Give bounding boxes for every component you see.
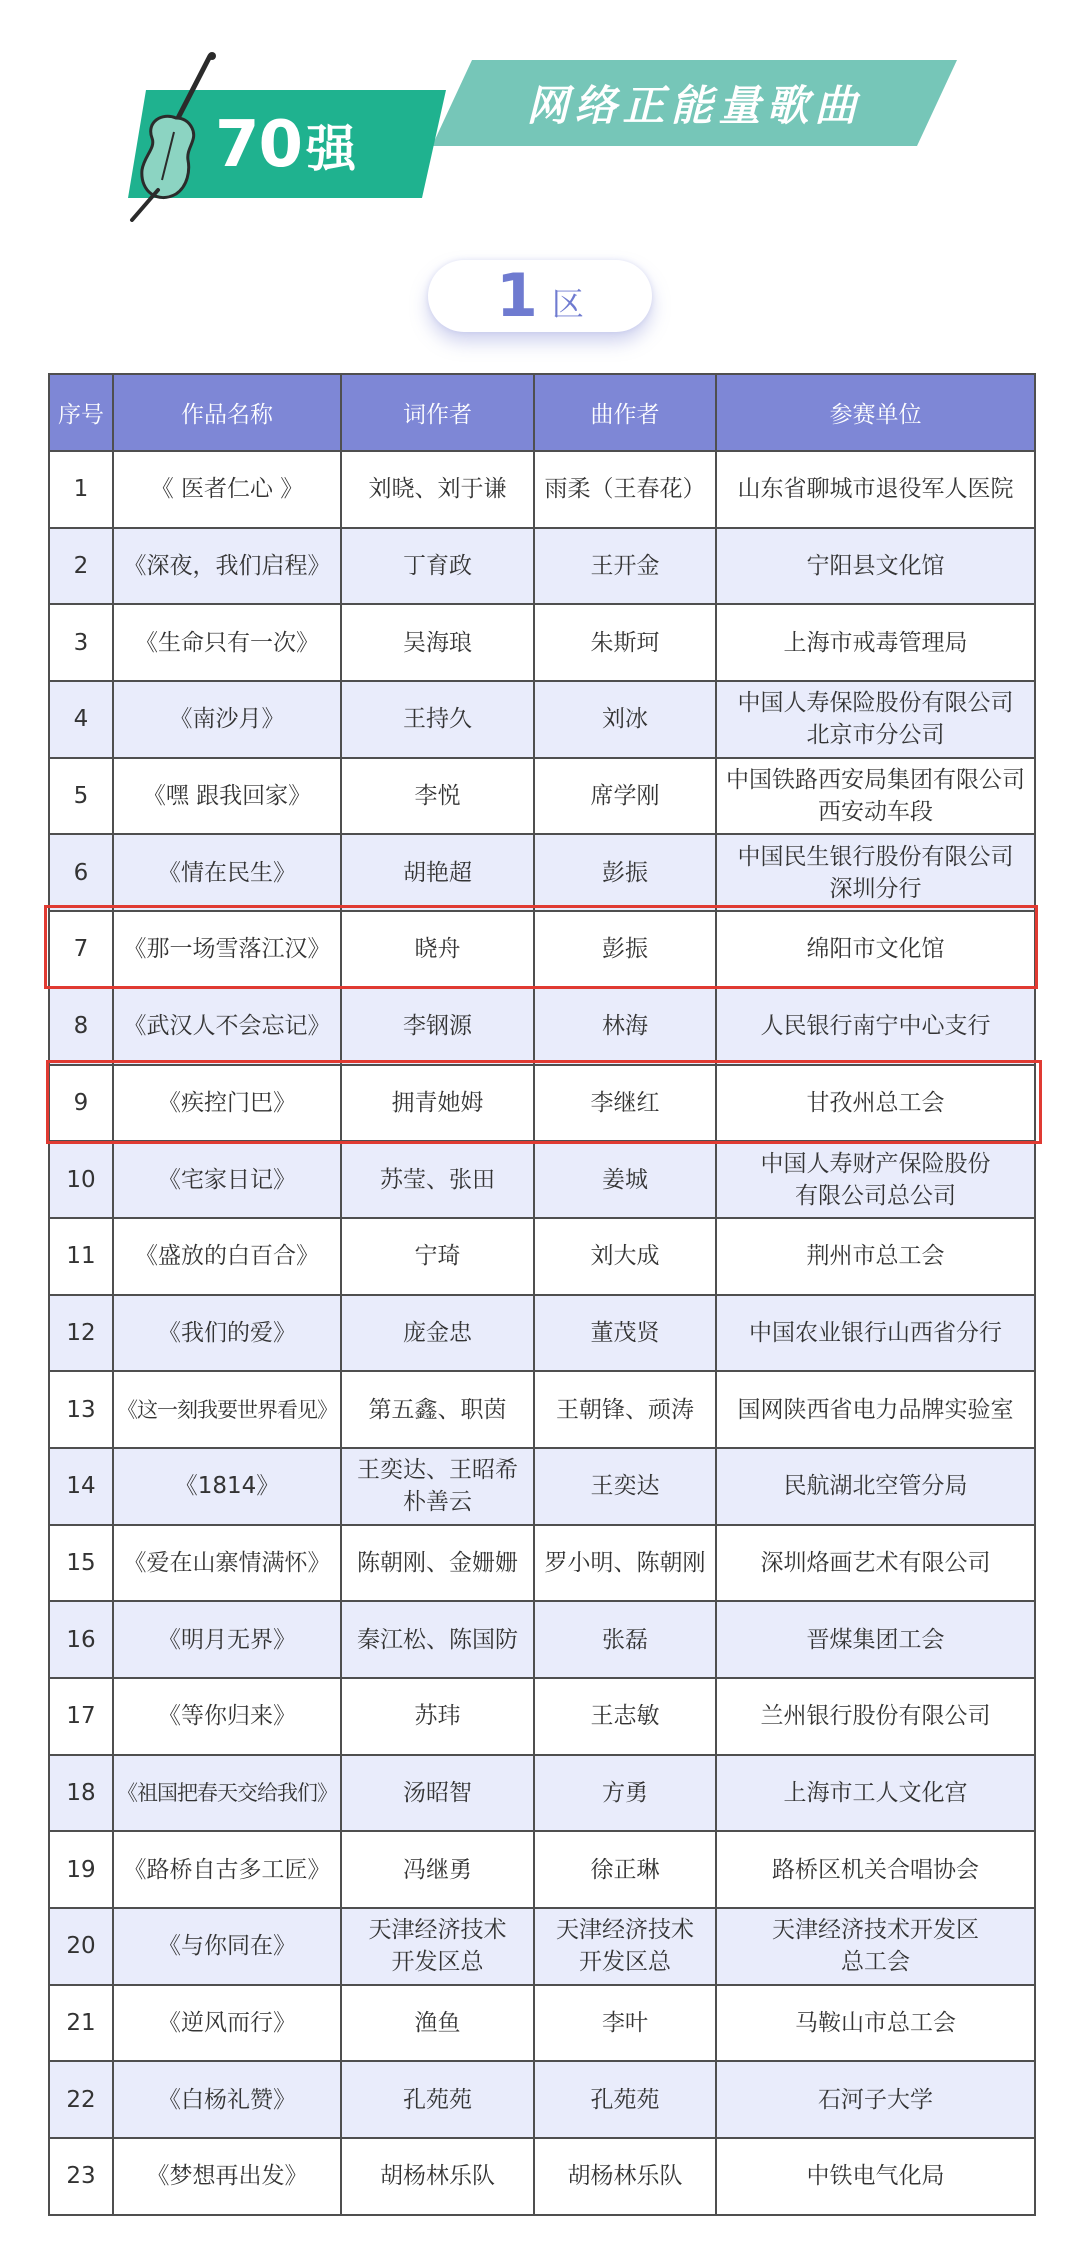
cell-lyricist: 吴海琅 bbox=[341, 604, 534, 681]
cell-composer: 罗小明、陈朝刚 bbox=[534, 1525, 716, 1602]
table-row bbox=[49, 2138, 1035, 2215]
cell-unit: 中国民生银行股份有限公司 深圳分行 bbox=[716, 834, 1035, 911]
cell-lyricist: 第五鑫、职茵 bbox=[341, 1371, 534, 1448]
cell-lyricist: 渔鱼 bbox=[341, 1985, 534, 2062]
cell-title: 《情在民生》 bbox=[113, 834, 341, 911]
rank-suffix: 强 bbox=[306, 120, 357, 178]
cell-composer: 林海 bbox=[534, 988, 716, 1065]
cell-composer: 姜城 bbox=[534, 1141, 716, 1218]
cell-index: 5 bbox=[49, 758, 113, 835]
cell-title: 《逆风而行》 bbox=[113, 1985, 341, 2062]
cell-unit: 深圳烙画艺术有限公司 bbox=[716, 1525, 1035, 1602]
zone-label: 区 bbox=[551, 285, 584, 323]
table-row bbox=[49, 1601, 1035, 1678]
cell-index: 4 bbox=[49, 681, 113, 758]
cell-unit: 马鞍山市总工会 bbox=[716, 1985, 1035, 2062]
cell-title: 《梦想再出发》 bbox=[113, 2138, 341, 2215]
cell-unit: 石河子大学 bbox=[716, 2061, 1035, 2138]
cell-composer: 席学刚 bbox=[534, 758, 716, 835]
table-body bbox=[49, 451, 1035, 2215]
table-row bbox=[49, 988, 1035, 1065]
cell-title: 《祖国把春天交给我们》 bbox=[113, 1755, 341, 1832]
cell-title: 《生命只有一次》 bbox=[113, 604, 341, 681]
zone-badge bbox=[428, 260, 652, 332]
cell-title: 《这一刻我要世界看见》 bbox=[113, 1371, 341, 1448]
cell-index: 3 bbox=[49, 604, 113, 681]
cell-title: 《 医者仁心 》 bbox=[113, 451, 341, 528]
cell-lyricist: 王持久 bbox=[341, 681, 534, 758]
cell-unit: 中铁电气化局 bbox=[716, 2138, 1035, 2215]
cell-unit: 国网陕西省电力品牌实验室 bbox=[716, 1371, 1035, 1448]
cell-unit: 晋煤集团工会 bbox=[716, 1601, 1035, 1678]
cell-lyricist: 冯继勇 bbox=[341, 1831, 534, 1908]
cell-unit: 宁阳县文化馆 bbox=[716, 528, 1035, 605]
cell-title: 《爱在山寨情满怀》 bbox=[113, 1525, 341, 1602]
table-row bbox=[49, 1985, 1035, 2062]
header-banner bbox=[0, 0, 1080, 230]
cell-lyricist: 胡艳超 bbox=[341, 834, 534, 911]
table-row bbox=[49, 1141, 1035, 1218]
cell-index: 18 bbox=[49, 1755, 113, 1832]
zone-number: 1 bbox=[496, 261, 538, 331]
cell-title: 《我们的爱》 bbox=[113, 1295, 341, 1372]
cell-unit: 天津经济技术开发区 总工会 bbox=[716, 1908, 1035, 1985]
cell-title: 《深夜，我们启程》 bbox=[113, 528, 341, 605]
cell-unit: 上海市工人文化宫 bbox=[716, 1755, 1035, 1832]
cell-title: 《盛放的白百合》 bbox=[113, 1218, 341, 1295]
cell-index: 13 bbox=[49, 1371, 113, 1448]
cell-composer: 方勇 bbox=[534, 1755, 716, 1832]
cell-title: 《疾控门巴》 bbox=[113, 1065, 341, 1142]
cell-title: 《宅家日记》 bbox=[113, 1141, 341, 1218]
cell-composer: 徐正琳 bbox=[534, 1831, 716, 1908]
cell-index: 8 bbox=[49, 988, 113, 1065]
cell-unit: 上海市戒毒管理局 bbox=[716, 604, 1035, 681]
cell-title: 《明月无界》 bbox=[113, 1601, 341, 1678]
table-row bbox=[49, 1371, 1035, 1448]
cell-unit: 甘孜州总工会 bbox=[716, 1065, 1035, 1142]
cell-lyricist: 李悦 bbox=[341, 758, 534, 835]
cell-composer: 雨柔（王春花） bbox=[534, 451, 716, 528]
cell-index: 6 bbox=[49, 834, 113, 911]
cell-unit: 民航湖北空管分局 bbox=[716, 1448, 1035, 1525]
cell-index: 2 bbox=[49, 528, 113, 605]
col-header-title: 作品名称 bbox=[113, 374, 341, 451]
cell-composer: 张磊 bbox=[534, 1601, 716, 1678]
song-table bbox=[48, 373, 1036, 2216]
cell-index: 23 bbox=[49, 2138, 113, 2215]
cell-composer: 彭振 bbox=[534, 834, 716, 911]
cell-unit: 中国人寿财产保险股份 有限公司总公司 bbox=[716, 1141, 1035, 1218]
table-row bbox=[49, 1218, 1035, 1295]
table-row bbox=[49, 1678, 1035, 1755]
cell-index: 16 bbox=[49, 1601, 113, 1678]
cell-unit: 中国人寿保险股份有限公司 北京市分公司 bbox=[716, 681, 1035, 758]
cell-title: 《武汉人不会忘记》 bbox=[113, 988, 341, 1065]
cell-index: 20 bbox=[49, 1908, 113, 1985]
table-row bbox=[49, 1831, 1035, 1908]
cell-composer: 朱斯珂 bbox=[534, 604, 716, 681]
cell-title: 《南沙月》 bbox=[113, 681, 341, 758]
cell-index: 12 bbox=[49, 1295, 113, 1372]
cell-title: 《那一场雪落江汉》 bbox=[113, 911, 341, 988]
highlight-box-row-9 bbox=[46, 1060, 1042, 1144]
cell-lyricist: 苏莹、张田 bbox=[341, 1141, 534, 1218]
table-row bbox=[49, 604, 1035, 681]
cell-lyricist: 王奕达、王昭希 朴善云 bbox=[341, 1448, 534, 1525]
cell-unit: 绵阳市文化馆 bbox=[716, 911, 1035, 988]
cell-composer: 胡杨林乐队 bbox=[534, 2138, 716, 2215]
cell-index: 10 bbox=[49, 1141, 113, 1218]
cell-index: 22 bbox=[49, 2061, 113, 2138]
col-header-unit: 参赛单位 bbox=[716, 374, 1035, 451]
cell-lyricist: 丁育政 bbox=[341, 528, 534, 605]
cell-index: 15 bbox=[49, 1525, 113, 1602]
table-row bbox=[49, 1448, 1035, 1525]
rank-label bbox=[215, 104, 356, 186]
cell-lyricist: 晓舟 bbox=[341, 911, 534, 988]
cell-lyricist: 宁琦 bbox=[341, 1218, 534, 1295]
table-row bbox=[49, 1908, 1035, 1985]
cell-lyricist: 刘晓、刘于谦 bbox=[341, 451, 534, 528]
table-row bbox=[49, 834, 1035, 911]
cell-unit: 兰州银行股份有限公司 bbox=[716, 1678, 1035, 1755]
cell-composer: 李叶 bbox=[534, 1985, 716, 2062]
banner-title: 网络正能量歌曲 bbox=[526, 81, 863, 130]
cell-index: 17 bbox=[49, 1678, 113, 1755]
cell-composer: 彭振 bbox=[534, 911, 716, 988]
cell-index: 1 bbox=[49, 451, 113, 528]
cell-lyricist: 胡杨林乐队 bbox=[341, 2138, 534, 2215]
cell-composer: 董茂贤 bbox=[534, 1295, 716, 1372]
table-row bbox=[49, 451, 1035, 528]
cell-title: 《与你同在》 bbox=[113, 1908, 341, 1985]
table-row bbox=[49, 1525, 1035, 1602]
cell-title: 《嘿 跟我回家》 bbox=[113, 758, 341, 835]
cell-composer: 王奕达 bbox=[534, 1448, 716, 1525]
cell-lyricist: 孔苑苑 bbox=[341, 2061, 534, 2138]
cell-index: 19 bbox=[49, 1831, 113, 1908]
col-header-index: 序号 bbox=[49, 374, 113, 451]
cell-lyricist: 陈朝刚、金姗姗 bbox=[341, 1525, 534, 1602]
cell-index: 14 bbox=[49, 1448, 113, 1525]
table-header-row bbox=[49, 374, 1035, 451]
cell-index: 11 bbox=[49, 1218, 113, 1295]
cell-composer: 李继红 bbox=[534, 1065, 716, 1142]
cell-composer: 刘大成 bbox=[534, 1218, 716, 1295]
cell-lyricist: 庞金忠 bbox=[341, 1295, 534, 1372]
cell-composer: 孔苑苑 bbox=[534, 2061, 716, 2138]
cell-title: 《白杨礼赞》 bbox=[113, 2061, 341, 2138]
cell-lyricist: 秦江松、陈国防 bbox=[341, 1601, 534, 1678]
cell-composer: 刘冰 bbox=[534, 681, 716, 758]
cell-composer: 王朝锋、顽涛 bbox=[534, 1371, 716, 1448]
cell-index: 21 bbox=[49, 1985, 113, 2062]
table-row bbox=[49, 1295, 1035, 1372]
cello-icon bbox=[118, 52, 228, 222]
cell-unit: 中国铁路西安局集团有限公司 西安动车段 bbox=[716, 758, 1035, 835]
cell-composer: 王开金 bbox=[534, 528, 716, 605]
cell-index: 9 bbox=[49, 1065, 113, 1142]
cell-lyricist: 天津经济技术 开发区总 bbox=[341, 1908, 534, 1985]
cell-composer: 王志敏 bbox=[534, 1678, 716, 1755]
cell-unit: 山东省聊城市退役军人医院 bbox=[716, 451, 1035, 528]
cell-index: 7 bbox=[49, 911, 113, 988]
cell-lyricist: 李钢源 bbox=[341, 988, 534, 1065]
rank-number: 70 bbox=[215, 108, 303, 182]
cell-unit: 荆州市总工会 bbox=[716, 1218, 1035, 1295]
table-row bbox=[49, 681, 1035, 758]
cell-lyricist: 拥青她姆 bbox=[341, 1065, 534, 1142]
cell-title: 《1814》 bbox=[113, 1448, 341, 1525]
table-row bbox=[49, 2061, 1035, 2138]
cell-title: 《路桥自古多工匠》 bbox=[113, 1831, 341, 1908]
table-row bbox=[49, 758, 1035, 835]
cell-unit: 中国农业银行山西省分行 bbox=[716, 1295, 1035, 1372]
cell-lyricist: 汤昭智 bbox=[341, 1755, 534, 1832]
cell-unit: 路桥区机关合唱协会 bbox=[716, 1831, 1035, 1908]
col-header-lyricist: 词作者 bbox=[341, 374, 534, 451]
col-header-composer: 曲作者 bbox=[534, 374, 716, 451]
cell-lyricist: 苏玮 bbox=[341, 1678, 534, 1755]
table-row bbox=[49, 528, 1035, 605]
highlight-box-row-7 bbox=[44, 905, 1038, 989]
table-row bbox=[49, 1755, 1035, 1832]
cell-unit: 人民银行南宁中心支行 bbox=[716, 988, 1035, 1065]
cell-title: 《等你归来》 bbox=[113, 1678, 341, 1755]
cell-composer: 天津经济技术 开发区总 bbox=[534, 1908, 716, 1985]
